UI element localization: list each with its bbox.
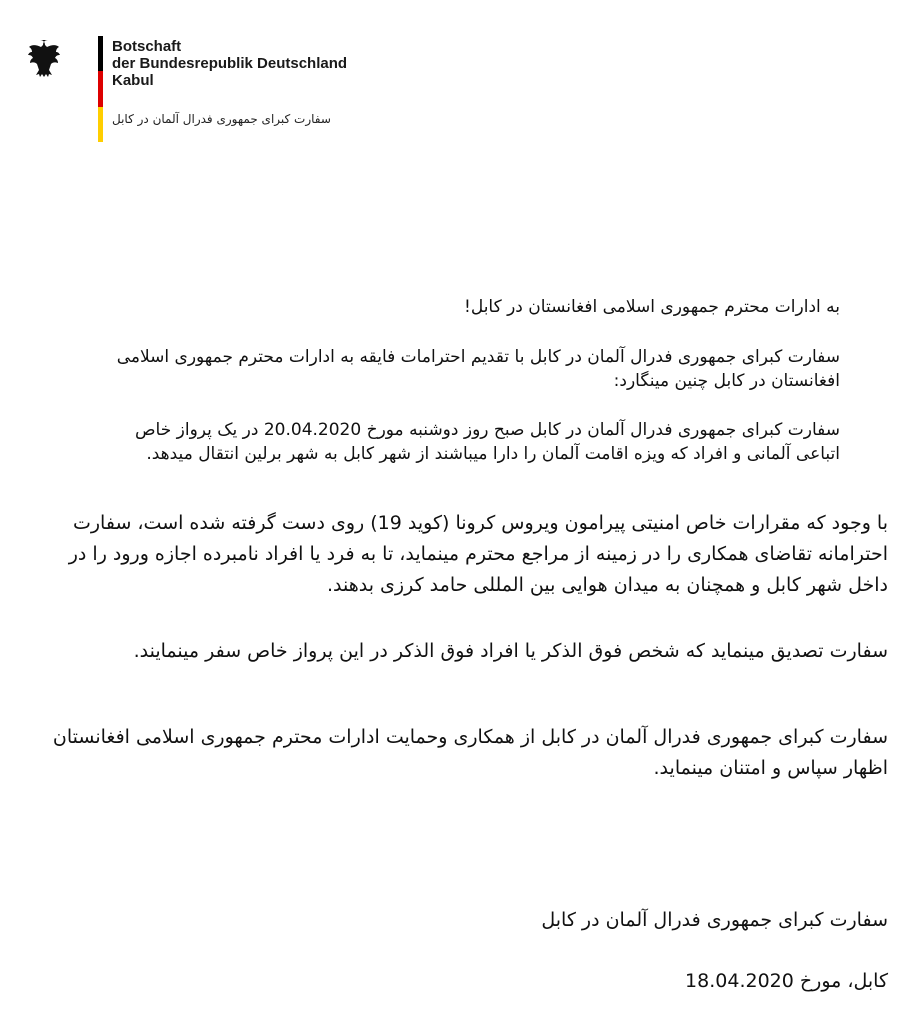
flag-gold-stripe [98, 107, 103, 142]
salutation: به ادارات محترم جمهوری اسلامی افغانستان در کابل! [464, 297, 840, 317]
flag-black-stripe [98, 36, 103, 71]
security-paragraph: با وجود که مقرارات خاص امنیتی پیرامون ویروس کرونا (کوید 19) روی دست گرفته شده است، سفارت احترامانه تقاضای همکاری را در زمینه از مراجع محترم مینماید، تا به فرد یا افراد نامبرده اجازه ورود را در داخل شهر کابل و همچنان به میدان هوایی بین المللی حامد کرزی بدهند. [68, 512, 888, 596]
flag-red-stripe [98, 71, 103, 107]
letterhead [28, 36, 358, 146]
confirm-paragraph: سفارت تصدیق مینماید که شخص فوق الذکر یا افراد فوق الذکر در این پرواز خاص سفر مینمایند. [133, 640, 888, 662]
embassy-name-persian: سفارت کبرای جمهوری فدرال آلمان در کابل [112, 112, 331, 126]
flight-paragraph: سفارت کبرای جمهوری فدرال آلمان در کابل صبح روز دوشنبه مورخ 20.04.2020 در یک پرواز خاص اتباعی آلمانی و افراد که ویزه اقامت آلمان را دارا میباشند از شهر کابل به شهر برلین انتقال میدهد. [135, 420, 840, 464]
embassy-name-line1: Botschaft [112, 38, 182, 55]
flight-paragraph-clip [100, 418, 840, 490]
thanks-paragraph: سفارت کبرای جمهوری فدرال آلمان در کابل از همکاری وحمایت ادارات محترم جمهوری اسلامی افغانستان اظهار سپاس و امتنان مینماید. [52, 726, 888, 779]
flag-color-bar [98, 36, 103, 142]
federal-eagle-icon [28, 36, 68, 82]
embassy-name-line3: Kabul [112, 72, 154, 89]
intro-paragraph: سفارت کبرای جمهوری فدرال آلمان در کابل با تقدیم احترامات فایقه به ادارات محترم جمهوری اسلامی افغانستان در کابل چنین مینگارد: [116, 347, 840, 391]
embassy-name-line2: der Bundesrepublik Deutschland [112, 55, 348, 72]
date-line: کابل، مورخ 18.04.2020 [685, 970, 888, 992]
signature: سفارت کبرای جمهوری فدرال آلمان در کابل [541, 909, 888, 931]
embassy-name-german [112, 38, 347, 89]
